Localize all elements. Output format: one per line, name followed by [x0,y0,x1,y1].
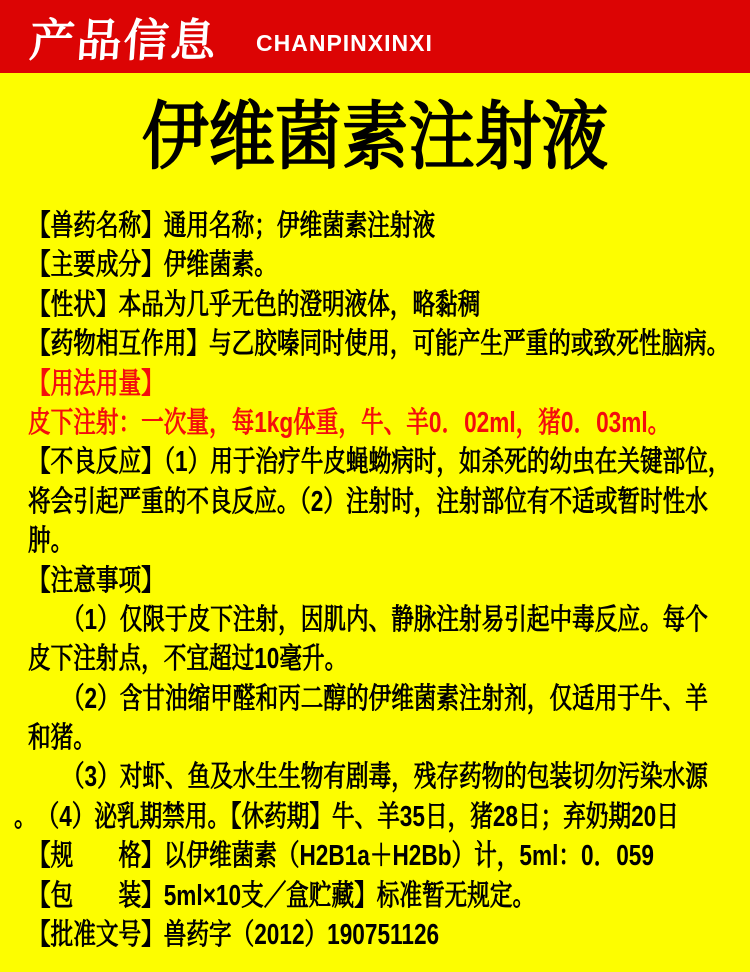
label-body [14,207,738,955]
adverse-reaction-line-1: 【不良反应】（1）用于治疗牛皮蝇蚴病时，如杀死的幼虫在关键部位， [28,446,731,479]
package-line: 【包 装】5ml×10支／盒贮藏】标准暂无规定。 [28,879,536,912]
precautions-line-1: （1）仅限于皮下注射，因肌内、静脉注射易引起中毒反应。每个 [28,603,708,636]
precautions-line-4: 和猪。 [28,722,96,755]
adverse-reaction-line-2: 将会引起严重的不良反应。（2）注射时，注射部位有不适或暂时性水 [28,485,708,518]
adverse-reaction-line-3: 肿。 [28,525,74,558]
drug-interaction-line: 【药物相互作用】与乙胶嗪同时使用，可能产生严重的或致死性脑病。 [28,328,730,361]
precautions-heading-line: 【注意事项】 [28,564,164,597]
specification-line: 【规 格】以伊维菌素（H2B1a＋H2Bb）计，5ml：0．059 [28,840,654,873]
product-title: 伊维菌素注射液 [141,95,609,178]
drug-name-line: 【兽药名称】通用名称；伊维菌素注射液 [28,210,436,242]
approval-number-line: 【批准文号】兽药字（2012）190751126 [28,919,440,952]
precautions-line-3: （2）含甘油缩甲醛和丙二醇的伊维菌素注射剂，仅适用于牛、羊 [28,682,708,715]
main-ingredient-line: 【主要成分】伊维菌素。 [28,249,277,282]
header-bar [0,0,750,73]
appearance-line: 【性状】本品为几乎无色的澄明液体，略黏稠 [28,288,481,321]
header-subtitle: CHANPINXINXI [256,30,433,56]
precautions-line-5: （3）对虾、鱼及水生生物有剧毒，残存药物的包装切勿污染水源 [28,761,708,794]
usage-heading-line: 【用法用量】 [28,367,164,400]
header-title: 产品信息 [27,15,220,66]
dosage-line: 皮下注射：一次量，每1kg体重，牛、羊0．02ml，猪0．03ml。 [28,406,671,439]
withdrawal-period-line: 。 （4）泌乳期禁用。【休药期】牛、羊35日，猪28日；弃奶期20日 [14,800,679,833]
precautions-line-2: 皮下注射点，不宜超过10毫升。 [28,643,348,676]
